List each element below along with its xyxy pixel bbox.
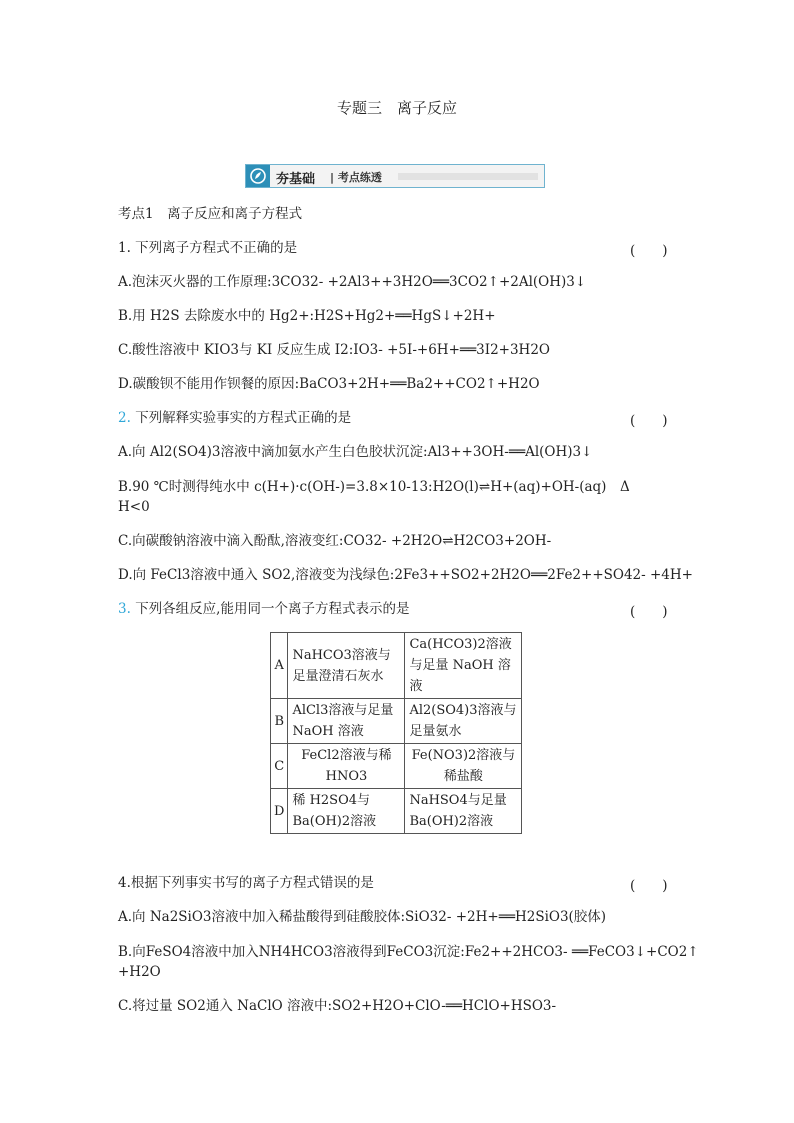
cell-right: Fe(NO3)2溶液与稀盐酸 [405, 744, 522, 789]
q1-option-b: B.用 H2S 去除废水中的 Hg2+:H2S+Hg2+══HgS↓+2H+ [118, 308, 496, 324]
q4-option-c: C.将过量 SO2通入 NaClO 溶液中:SO2+H2O+ClO-══HClO+HSO3- [118, 998, 557, 1014]
q1-option-d: D.碳酸钡不能用作钡餐的原因:BaCO3+2H+══Ba2++CO2↑+H2O [118, 376, 540, 392]
banner-bar [398, 173, 538, 180]
cell-left: 稀 H2SO4与Ba(OH)2溶液 [288, 789, 405, 834]
row-label: D [271, 789, 288, 834]
cell-right: Al2(SO4)3溶液与足量氨水 [405, 699, 522, 744]
table-row [271, 744, 522, 789]
table-row [271, 633, 522, 699]
table-row [271, 789, 522, 834]
banner-separator: | [330, 171, 335, 184]
table-row [271, 699, 522, 744]
banner-sub [330, 169, 382, 185]
q2-option-a: A.向 Al2(SO4)3溶液中滴加氨水产生白色胶状沉淀:Al3++3OH-══Al(OH)3↓ [118, 444, 593, 460]
q2-answer-paren: ( ) [630, 413, 668, 429]
section-heading: 考点1 离子反应和离子方程式 [118, 206, 303, 222]
q2-option-b: B.90 ℃时测得纯水中 c(H+)·c(OH-)=3.8×10-13:H2O(l)⇌H+(aq)+OH-(aq) Δ [118, 479, 630, 495]
q3-answer-paren: ( ) [630, 604, 668, 620]
q3-stem: 下列各组反应,能用同一个离子方程式表示的是 [135, 601, 410, 617]
section-banner [245, 164, 545, 188]
q3-option-table [270, 632, 522, 834]
q3-number: 3. [118, 601, 131, 617]
cell-left: NaHCO3溶液与足量澄清石灰水 [288, 633, 405, 699]
q4-option-b: B.向FeSO4溶液中加入NH4HCO3溶液得到FeCO3沉淀:Fe2++2HCO3- ══FeCO3↓+CO2↑ [118, 944, 699, 960]
q1-option-c: C.酸性溶液中 KIO3与 KI 反应生成 I2:IO3- +5I-+6H+══3I2+3H2O [118, 342, 550, 358]
cell-left: AlCl3溶液与足量 NaOH 溶液 [288, 699, 405, 744]
q2-stem-line [118, 409, 351, 427]
page-title: 专题三 离子反应 [336, 99, 457, 117]
leaf-icon [246, 165, 270, 187]
row-label: A [271, 633, 288, 699]
banner-main: 夯基础 [276, 172, 316, 187]
q2-number: 2. [118, 410, 131, 426]
banner-sub-label: 考点练透 [337, 171, 382, 184]
row-label: C [271, 744, 288, 789]
row-label: B [271, 699, 288, 744]
q2-option-c: C.向碳酸钠溶液中滴入酚酞,溶液变红:CO32- +2H2O⇌H2CO3+2OH- [118, 533, 552, 549]
q1-answer-paren: ( ) [630, 243, 668, 259]
q3-stem-line [118, 600, 409, 618]
q4-stem: 4.根据下列事实书写的离子方程式错误的是 [118, 875, 374, 891]
q1-stem: 1. 下列离子方程式不正确的是 [118, 240, 298, 256]
cell-right: Ca(HCO3)2溶液与足量 NaOH 溶液 [405, 633, 522, 699]
cell-left: FeCl2溶液与稀HNO3 [288, 744, 405, 789]
q2-option-d: D.向 FeCl3溶液中通入 SO2,溶液变为浅绿色:2Fe3++SO2+2H2O══2Fe2++SO42- +4H+ [118, 567, 693, 583]
cell-right: NaHSO4与足量Ba(OH)2溶液 [405, 789, 522, 834]
q4-option-b-cont: +H2O [118, 964, 161, 980]
q4-answer-paren: ( ) [630, 878, 668, 894]
q1-option-a: A.泡沫灭火器的工作原理:3CO32- +2Al3++3H2O══3CO2↑+2Al(OH)3↓ [118, 274, 587, 290]
q4-option-a: A.向 Na2SiO3溶液中加入稀盐酸得到硅酸胶体:SiO32- +2H+══H2SiO3(胶体) [118, 909, 607, 925]
q2-stem: 下列解释实验事实的方程式正确的是 [135, 410, 352, 426]
q2-option-b-cont: H<0 [118, 499, 150, 515]
